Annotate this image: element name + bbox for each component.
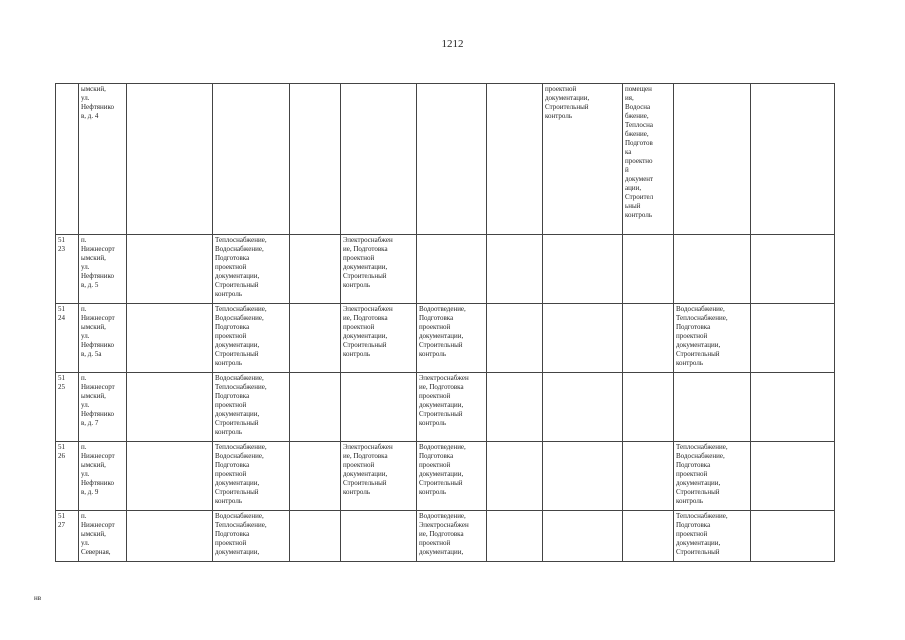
page-number: 1212 — [441, 38, 464, 50]
table-cell — [674, 84, 751, 235]
table-cell — [487, 511, 543, 562]
table-cell — [623, 304, 674, 373]
table-row — [56, 511, 835, 562]
table-cell: 51 23 — [56, 235, 79, 304]
table-cell — [56, 84, 79, 235]
table-cell: п. Нижнесорт ымский, ул. Нефтянико в, д. 5а — [79, 304, 127, 373]
table-cell: проектной документации, Строительный контроль — [543, 84, 623, 235]
table-cell — [290, 84, 341, 235]
table-cell — [623, 442, 674, 511]
table-cell: Водоснабжение, Теплоснабжение, Подготовка проектной документации, Строительный контроль — [674, 304, 751, 373]
table-cell — [543, 235, 623, 304]
table-cell — [623, 373, 674, 442]
table-cell — [623, 235, 674, 304]
table-cell: п. Нижнесорт ымский, ул. Нефтянико в, д. 7 — [79, 373, 127, 442]
works-table — [55, 83, 835, 562]
table-cell: Водоснабжение, Теплоснабжение, Подготовка проектной документации, Строительный контроль — [213, 373, 290, 442]
table-cell: Электроснабжен ие, Подготовка проектной документации, Строительный контроль — [341, 304, 417, 373]
table-cell: 51 27 — [56, 511, 79, 562]
table-cell: Водоснабжение, Теплоснабжение, Подготовка проектной документации, — [213, 511, 290, 562]
table-cell: п. Нижнесорт ымский, ул. Северная, — [79, 511, 127, 562]
table-cell — [751, 235, 835, 304]
table-cell: Теплоснабжение, Водоснабжение, Подготовка проектной документации, Строительный контроль — [213, 304, 290, 373]
table-cell — [417, 84, 487, 235]
table-cell: 51 25 — [56, 373, 79, 442]
table-cell: Электроснабжен ие, Подготовка проектной документации, Строительный контроль — [341, 235, 417, 304]
table-cell — [487, 442, 543, 511]
table-cell — [751, 442, 835, 511]
table-cell — [487, 84, 543, 235]
table-cell — [751, 511, 835, 562]
table-cell — [213, 84, 290, 235]
table-cell: 51 26 — [56, 442, 79, 511]
table-cell — [751, 84, 835, 235]
table-cell — [623, 511, 674, 562]
table-cell — [341, 511, 417, 562]
table-cell — [127, 235, 213, 304]
table-cell — [543, 304, 623, 373]
table-cell: Электроснабжен ие, Подготовка проектной документации, Строительный контроль — [341, 442, 417, 511]
table-row — [56, 304, 835, 373]
table-cell: Теплоснабжение, Водоснабжение, Подготовка проектной документации, Строительный контроль — [213, 442, 290, 511]
table-cell — [127, 511, 213, 562]
table-cell: Водоотведение, Подготовка проектной документации, Строительный контроль — [417, 304, 487, 373]
table-cell — [290, 511, 341, 562]
table-cell — [543, 511, 623, 562]
table-cell: Теплоснабжение, Водоснабжение, Подготовка проектной документации, Строительный контроль — [674, 442, 751, 511]
table-cell — [290, 442, 341, 511]
table-cell: Электроснабжен ие, Подготовка проектной документации, Строительный контроль — [417, 373, 487, 442]
table-cell — [674, 373, 751, 442]
table-cell — [674, 235, 751, 304]
table-cell — [751, 373, 835, 442]
table-row — [56, 235, 835, 304]
table-cell — [290, 304, 341, 373]
table-cell — [543, 442, 623, 511]
table-cell — [290, 235, 341, 304]
table-cell: Теплоснабжение, Подготовка проектной документации, Строительный — [674, 511, 751, 562]
table-row — [56, 442, 835, 511]
table-cell: п. Нижнесорт ымский, ул. Нефтянико в, д. 5 — [79, 235, 127, 304]
table-cell — [127, 373, 213, 442]
table-cell: 51 24 — [56, 304, 79, 373]
table-cell — [127, 84, 213, 235]
table-cell: Теплоснабжение, Водоснабжение, Подготовка проектной документации, Строительный контроль — [213, 235, 290, 304]
table-cell — [341, 84, 417, 235]
table-cell: п. Нижнесорт ымский, ул. Нефтянико в, д. 9 — [79, 442, 127, 511]
table-cell — [290, 373, 341, 442]
table-cell: Водоотведение, Электроснабжен ие, Подготовка проектной документации, — [417, 511, 487, 562]
table-cell — [417, 235, 487, 304]
table-cell — [127, 304, 213, 373]
table-row — [56, 373, 835, 442]
table-cell — [543, 373, 623, 442]
table-cell — [341, 373, 417, 442]
table-cell — [127, 442, 213, 511]
table-cell: ымский, ул. Нефтянико в, д. 4 — [79, 84, 127, 235]
table-row — [56, 84, 835, 235]
table-cell: Водоотведение, Подготовка проектной документации, Строительный контроль — [417, 442, 487, 511]
footer-mark: нв — [34, 594, 42, 602]
table-cell — [751, 304, 835, 373]
table-cell — [487, 235, 543, 304]
table-cell — [487, 373, 543, 442]
table-cell — [487, 304, 543, 373]
table-cell: помещен ия, Водосна бжение, Теплосна бжение, Подготов ка проектно й документ ации, Строител ьный контроль — [623, 84, 674, 235]
